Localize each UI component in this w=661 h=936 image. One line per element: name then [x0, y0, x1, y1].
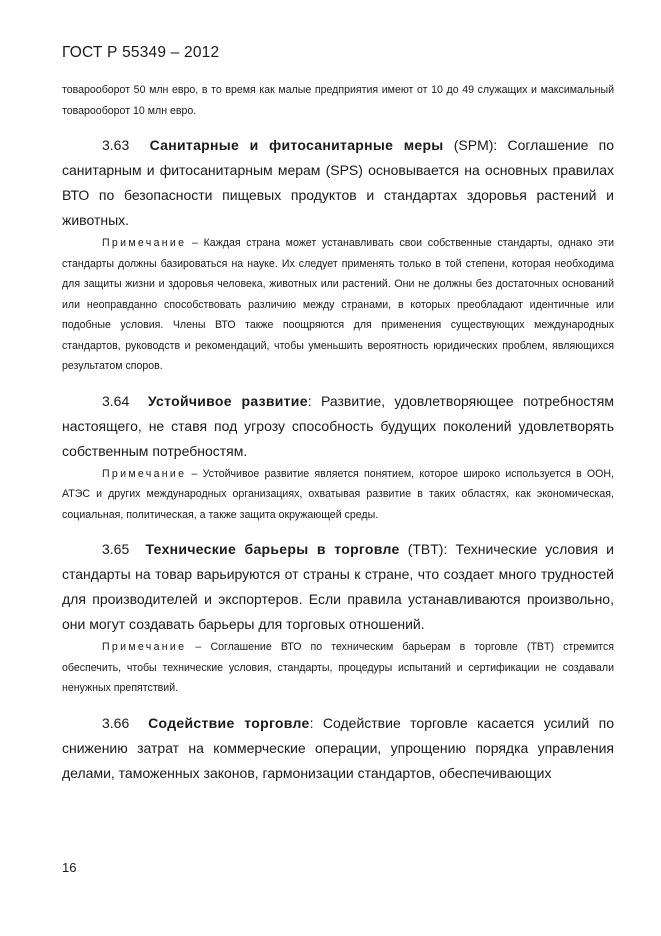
document-header: ГОСТ Р 55349 – 2012: [62, 44, 220, 61]
section-term: Содействие торговле: [148, 714, 310, 731]
section-term: Устойчивое развитие: [147, 392, 308, 409]
page-number: 16: [62, 860, 77, 875]
note-3-64: [62, 464, 614, 526]
note-text: – Каждая страна может устанавливать свои собственные стандарты, однако эти стандарты должны базироваться на науке. Их следует применять только в той степени, которая необходима для защиты жизни и здоровья человека, животных или растений. Они не должны без достаточных оснований или неоправданно способствовать различию между странами, в которых преобладают идентичные или подобные условия. Члены ВТО также поощряются для применения существующих международных стандартов, руководств и рекомендаций, чтобы уменьшить вероятность юридических проблем, являющихся результатом споров.: [62, 237, 614, 372]
note-3-65: [62, 637, 614, 699]
intro-text: товарооборот 50 млн евро, в то время как малые предприятия имеют от 10 до 49 служащих и максимальный товарооборот 10 млн евро.: [62, 84, 614, 117]
section-term: Технические барьеры в торговле: [145, 541, 400, 557]
note-text: – Устойчивое развитие является понятием, которое широко используется в ООН, АТЭС и других международных организациях, охватывая развитие в таких областях, как экономическая, социальная, политическая, а также защита окружающей среды.: [62, 467, 614, 521]
section-term: Санитарные и фитосанитарные меры: [149, 137, 444, 153]
section-number: 3.64: [102, 392, 130, 409]
section-number: 3.63: [102, 137, 130, 153]
section-3-64: [62, 389, 614, 464]
section-3-65: [62, 537, 614, 637]
note-label: Примечание: [102, 641, 187, 653]
section-number: 3.66: [102, 714, 130, 731]
page-content: [62, 80, 614, 786]
note-label: Примечание: [102, 467, 187, 480]
section-body: : Развитие, удовлетворяющее потребностям настоящего, не ставя под угрозу способность будущих поколений удовлетворять собственным потребностям.: [62, 392, 614, 459]
section-body: : Содействие торговле касается усилий по снижению затрат на коммерческие операции, упрощению порядка управления делами, таможенных законов, гармонизации стандартов, обеспечивающих: [62, 714, 614, 781]
section-body: (TBT): Технические условия и стандарты на товар варьируются от страны к стране, что создает много трудностей для производителей и экспортеров. Если правила устанавливаются произвольно, они могут создавать барьеры для торговых отношений.: [62, 541, 614, 632]
section-number: 3.65: [102, 541, 130, 557]
note-3-63: [62, 233, 614, 377]
section-3-63: [62, 133, 614, 233]
note-label: Примечание: [102, 237, 187, 249]
note-text: – Соглашение ВТО по техническим барьерам в торговле (TBT) стремится обеспечить, чтобы технические условия, стандарты, процедуры испытаний и сертификации не создавали ненужных препятствий.: [62, 641, 614, 694]
section-3-66: [62, 711, 614, 786]
section-body: (SPM): Соглашение по санитарным и фитосанитарным мерам (SPS) основывается на основных правилах ВТО по безопасности пищевых продуктов и стандартах здоровья растений и животных.: [62, 137, 615, 228]
